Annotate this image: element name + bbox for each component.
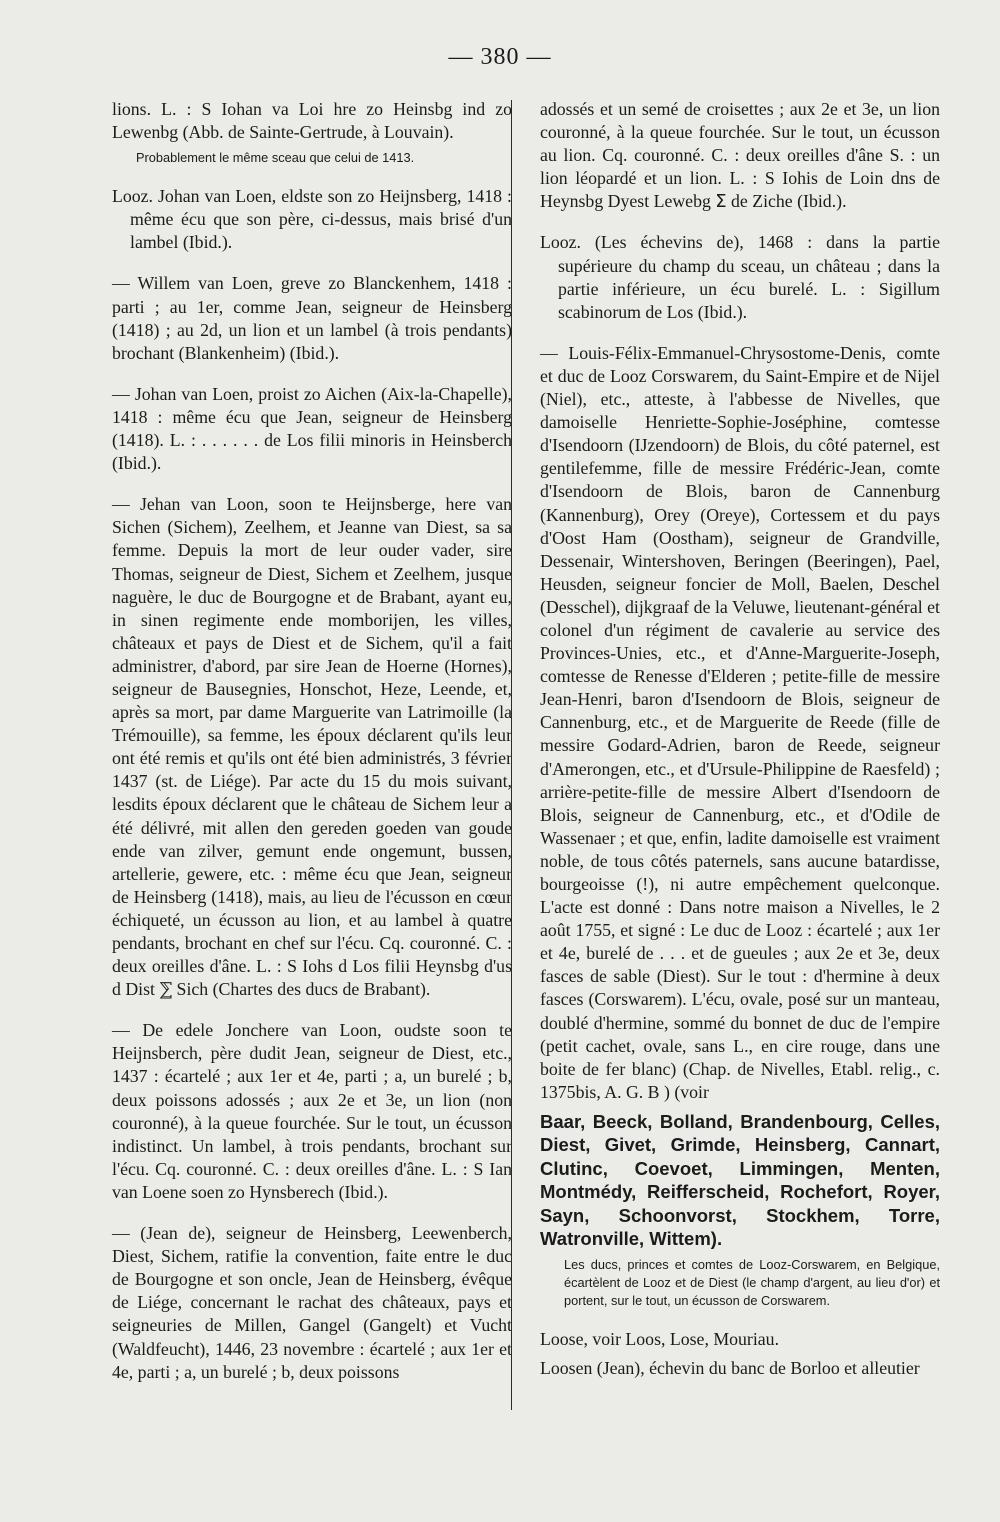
- entry-jean-de-heinsberg: — (Jean de), seigneur de Heinsberg, Leewenberch, Diest, Sichem, ratifie la convention, faite entre le duc de Bourgogne et son oncle, Jean de Heinsberg, évêque de Liége, concernant le rachat des châteaux, pays et seigneuries de Millen, Gangel (Gangelt) et Vucht (Waldfeucht), 1446, 23 novembre : écartelé ; aux 1er et 4e, parti ; a, un burelé ; b, deux poissons: [112, 1223, 512, 1382]
- entry-continuation-adosses: adossés et un semé de croisettes ; aux 2e et 3e, un lion couronné, à la queue fourchée. Sur le tout, un écusson au lion. Cq. couronné. C. : deux oreilles d'âne S. : un lion léopardé et un lion. L. : S Iohis de Loin dns de Heynsbg Dyest Lewebg ⵉ de Ziche (Ibid.).: [540, 99, 940, 212]
- entry-looz-johan-eldste: Looz. Johan van Loen, eldste son zo Heijnsberg, 1418 : même écu que son père, ci-dessus, mais brisé d'un lambel (Ibid.).: [112, 186, 512, 253]
- entry-loose: Loose, voir Loos, Lose, Mouriau.: [540, 1328, 780, 1349]
- entry-johan-proist: — Johan van Loen, proist zo Aichen (Aix-la-Chapelle), 1418 : même écu que Jean, seigneur de Heinsberg (1418). L. : . . . . . . de Los filii minoris in Heinsberch (Ibid.).: [112, 383, 512, 474]
- entry-loosen: Loosen (Jean), échevin du banc de Borloo et alleutier: [540, 1358, 920, 1379]
- entry-jehan-van-loon: — Jehan van Loon, soon te Heijnsberge, here van Sichen (Sichem), Zeelhem, et Jeanne van Diest, sa sa femme. Depuis la mort de leur ouder vader, sire Thomas, seigneur de Diest, Sichem et Zeelhem, jusque naguère, le duc de Bourgogne et de Brabant, ayant eu, in sinen regimente ende momborijen, les villes, châteaux et pays de Diest et de Sichem, qu'il a fait administrer, d'abord, par sire Jean de Hoerne (Hornes), seigneur de Bausegnies, Honschot, Heze, Leende, et, après sa mort, par dame Marguerite van Latrimoille (la Trémouille), sa femme, les époux déclarent qu'ils leur ont été remis et qu'ils ont été bien administrés, 3 février 1437 (st. de Liége). Par acte du 15 du mois suivant, lesdits époux déclarent que le château de Sichem leur a été délivré, mit allen den gereden goeden van goude ende van zilver, gemunt ende ongemunt, bussen, artellerie, gewere, etc. : même écu que Jean, seigneur de Heinsberg (1418), mais, au lieu de l'écusson en cœur échiqueté, un écusson au lion, et au lambel à quatre pendants, brochant en chef sur l'écu. Cq. couronné. C. : deux oreilles d'âne. L. : S Iohs d Los filii Heynsbg d'us d Dist ⅀ Sich (Chartes des ducs de Brabant).: [112, 494, 512, 1000]
- entry-edele-jonchere: — De edele Jonchere van Loon, oudste soon te Heijnsberch, père dudit Jean, seigneur de Diest, etc., 1437 : écartelé ; aux 1er et 4e, parti ; a, un burelé ; b, deux poissons adossés ; aux 2e et 3e, un lion (non couronné), à la queue fourchée. Sur le tout, un écusson indistinct. Un lambel, à trois pendants, brochant sur l'écu. Cq. couronné. C. : deux oreilles d'âne. L. : S Ian van Loene soen zo Hynsberech (Ibid.).: [112, 1020, 512, 1202]
- entry-louis-felix: — Louis-Félix-Emmanuel-Chrysostome-Denis, comte et duc de Looz Corswarem, du Saint-Empire et de Nijel (Niel), etc., atteste, à l'abbesse de Nivelles, que damoiselle Henriette-Sophie-Joséphine, comtesse d'Isendoorn (IJzendoorn) de Blois, du côté paternel, est gentilefemme, fille de messire Frédéric-Jean, comte d'Isendoorn de Blois, baron de Cannenburg (Kannenburg), Orey (Oreye), Cortessem et du pays d'Oost Ham (Oostham), seigneur de Grandville, Dessenair, Wintershoven, Beringen (Beeringen), Pael, Heusden, seigneur foncier de Moll, Baelen, Deschel (Desschel), dijkgraaf de la Veluwe, lieutenant-général et colonel d'un régiment de cavalerie au service des Provinces-Unies, etc., et d'Anne-Marguerite-Joseph, comtesse de Renesse d'Elderen ; petite-fille de messire Jean-Henri, baron d'Isendoorn de Blois, seigneur de Cannenburg, etc., et de Marguerite de Reede (fille de messire Godard-Adrien, baron de Reede, seigneur d'Amerongen, etc., et d'Ursule-Philippine de Raesfeld) ; arrière-petite-fille de messire Albert d'Isendoorn de Blois, seigneur de Cannenburg, etc., et d'Odile de Wassenaer ; et que, enfin, ladite damoiselle est vraiment noble, de tous côtés paternels, sans aucune batardisse, bourgeoisse (!), ni autre empêchement quelconque. L'acte est donné : Dans notre maison a Nivelles, le 2 août 1755, et signé : Le duc de Looz : écartelé ; aux 1er et 4e, burelé de . . . et de gueules ; aux 2e et 3e, deux fasces de sable (Diest). Sur le tout : d'hermine à deux fasces (Corswarem). L'écu, ovale, posé sur un manteau, doublé d'hermine, sommé du bonnet de duc de l'empire (petit cachet, ovale, sans L., en cire rouge, dans une boite de fer blanc) (Chap. de Nivelles, Etabl. relig., c. 1375bis, A. G. B ) (voir: [540, 342, 940, 1102]
- column-divider: [511, 100, 512, 1410]
- entry-looz-echevins: Looz. (Les échevins de), 1468 : dans la partie supérieure du champ du sceau, un château ; dans la partie inférieure, un écu burelé. L. : Sigillum scabinorum de Los (Ibid.).: [540, 232, 940, 322]
- note-ducs-looz-corswarem: Les ducs, princes et comtes de Looz-Corswarem, en Belgique, écartèlent de Looz et de Diest (le champ d'argent, au lieu d'or) et portent, sur le tout, un écusson de Corswarem.: [564, 1256, 940, 1308]
- right-column: [540, 98, 940, 1398]
- entry-willem-van-loen: — Willem van Loen, greve zo Blanckenhem, 1418 : parti ; au 1er, comme Jean, seigneur de Heinsberg (1418) ; au 2d, un lion et un lambel (à trois pendants) brochant (Blankenheim) (Ibid.).: [112, 273, 512, 363]
- page-number: — 380 —: [448, 44, 552, 70]
- entry-lions-continuation: lions. L. : S Iohan va Loi hre zo Heinsbg ind zo Lewenbg (Abb. de Sainte-Gertrude, à Louvain).: [112, 99, 512, 143]
- cross-reference-list: Baar, Beeck, Bolland, Brandenbourg, Celles, Diest, Givet, Grimde, Heinsberg, Cannart, Clutinc, Coevoet, Limmingen, Menten, Montmédy, Reifferscheid, Rochefort, Royer, Sayn, Schoonvorst, Stockhem, Torre, Watronville, Wittem).: [540, 1110, 940, 1250]
- left-column: [112, 98, 512, 1402]
- note-same-seal: Probablement le même sceau que celui de 1413.: [136, 150, 415, 166]
